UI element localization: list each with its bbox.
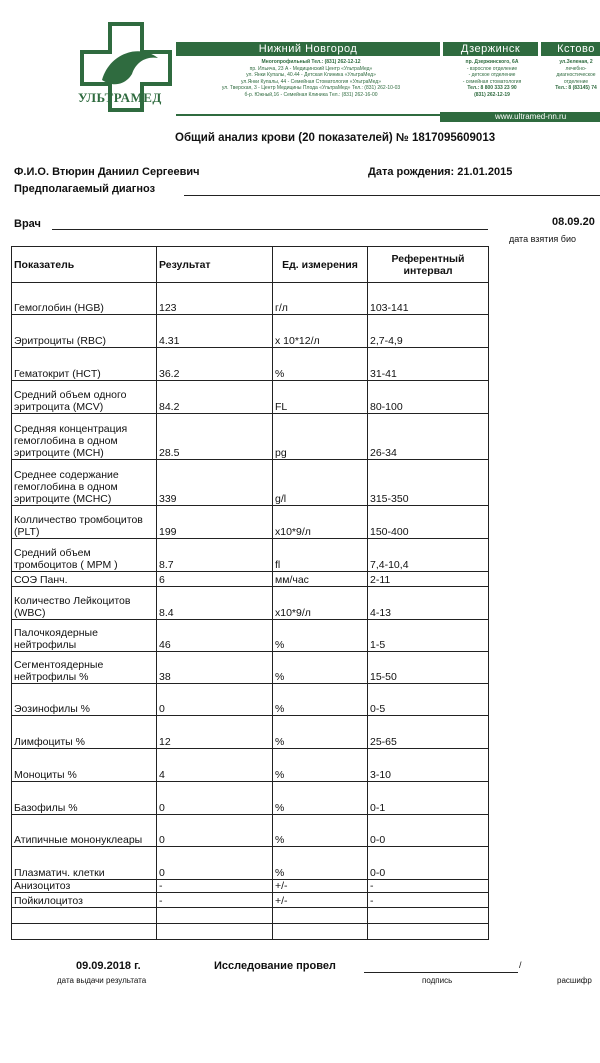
cell-result: 36.2	[157, 348, 273, 381]
cell-name: Средний объем одного эритроцита (MCV)	[12, 381, 157, 414]
cell-unit: %	[273, 782, 368, 815]
table-row	[12, 348, 489, 381]
signature-slash: /	[519, 960, 522, 970]
cell-name	[12, 908, 157, 924]
cell-name: Палочкоядерные нейтрофилы	[12, 620, 157, 652]
cell-result: 8.4	[157, 587, 273, 620]
cell-unit: мм/час	[273, 572, 368, 587]
address-line: ул. Тверская, 3 - Центр Медицины Плода «УльтраМед» Тел.: (831) 262-10-03	[221, 85, 401, 92]
cell-result: 84.2	[157, 381, 273, 414]
cell-unit: +/-	[273, 880, 368, 893]
cell-unit: %	[273, 815, 368, 847]
table-row	[12, 587, 489, 620]
cell-name: Эритроциты (RBC)	[12, 315, 157, 348]
header-indicator: Показатель	[12, 247, 157, 283]
cell-result: -	[157, 880, 273, 893]
cell-result: 12	[157, 716, 273, 749]
cell-result: 0	[157, 684, 273, 716]
header-divider	[176, 114, 440, 116]
table-row	[12, 893, 489, 908]
diagnosis-label: Предполагаемый диагноз	[14, 183, 156, 195]
table-row	[12, 414, 489, 460]
doctor-line	[52, 229, 488, 230]
cell-ref: 0-1	[368, 782, 489, 815]
cell-result: 123	[157, 283, 273, 315]
cell-ref: 315-350	[368, 460, 489, 506]
cell-unit: %	[273, 847, 368, 880]
cell-ref: 103-141	[368, 283, 489, 315]
issue-date-caption: дата выдачи результата	[57, 976, 147, 985]
cell-name: Гематокрит (HCT)	[12, 348, 157, 381]
table-row	[12, 815, 489, 847]
table-row	[12, 716, 489, 749]
cell-unit	[273, 908, 368, 924]
cell-unit	[273, 924, 368, 940]
address-line: Многопрофильный Тел.: (831) 262-12-12	[261, 59, 361, 65]
cell-name: Гемоглобин (HGB)	[12, 283, 157, 315]
cell-ref: -	[368, 880, 489, 893]
cell-ref: 0-0	[368, 847, 489, 880]
cell-result: 199	[157, 506, 273, 539]
website-bar: www.ultramed-nn.ru	[440, 112, 600, 122]
address-line: лечебно-	[565, 65, 587, 72]
cell-unit: %	[273, 684, 368, 716]
addresses-dzerzhinsk	[446, 59, 538, 99]
address-line: Тел.: 8 (83145) 74	[555, 85, 597, 92]
doctor-label: Врач	[14, 218, 41, 230]
results-table	[11, 246, 489, 940]
issue-date: 09.09.2018 г.	[76, 960, 141, 972]
address-line: пр. Ильича, 23 А - Медицинский Центр «УльтраМед»	[249, 65, 373, 72]
table-row	[12, 506, 489, 539]
cell-ref: 7,4-10,4	[368, 539, 489, 572]
table-row	[12, 539, 489, 572]
city-band-dzerzhinsk: Дзержинск	[443, 42, 538, 56]
address-line: ул.Янки Купалы, 44 - Семейная Стоматология «УльтраМед»	[241, 78, 381, 85]
table-row	[12, 847, 489, 880]
table-row	[12, 572, 489, 587]
brand-name: УЛЬТРАМЕД	[78, 90, 162, 105]
cell-unit: g/l	[273, 460, 368, 506]
cell-result: 0	[157, 815, 273, 847]
address-line: б-р. Южный,16 - Семейная Клиника Тел.: (831) 262-16-00	[244, 91, 378, 98]
table-row	[12, 315, 489, 348]
cell-result: -	[157, 893, 273, 908]
cell-name: Средняя концентрация гемоглобина в одном эритроците (MCH)	[12, 414, 157, 460]
cell-ref: 4-13	[368, 587, 489, 620]
cell-ref: 25-65	[368, 716, 489, 749]
address-line: Тел.: 8 800 333 23 90	[467, 85, 517, 92]
table-row	[12, 908, 489, 924]
decode-caption: расшифр	[557, 976, 592, 985]
cell-unit: x10*9/л	[273, 587, 368, 620]
cell-name: Атипичные мононуклеары	[12, 815, 157, 847]
cell-unit: fl	[273, 539, 368, 572]
header-result: Результат	[157, 247, 273, 283]
address-line: ул. Янки Купалы, 40.44 - Детская Клиника «УльтраМед»	[246, 72, 376, 79]
table-row	[12, 283, 489, 315]
cell-ref: 2-11	[368, 572, 489, 587]
cell-name: Моноциты %	[12, 749, 157, 782]
cell-ref: 0-0	[368, 815, 489, 847]
address-line: - семейная стоматология	[462, 78, 522, 85]
addresses-nizhny	[176, 59, 446, 99]
cell-result: 0	[157, 782, 273, 815]
document-title: Общий анализ крови (20 показателей) № 1817095609013	[175, 132, 496, 144]
table-row	[12, 381, 489, 414]
addresses-kstovo	[541, 59, 600, 92]
cell-ref: 15-50	[368, 652, 489, 684]
cell-name	[12, 924, 157, 940]
cell-unit: FL	[273, 381, 368, 414]
cell-ref: 0-5	[368, 684, 489, 716]
signature-caption: подпись	[422, 976, 453, 985]
cell-name: Пойкилоцитоз	[12, 893, 157, 908]
cell-ref: -	[368, 893, 489, 908]
cell-unit: %	[273, 716, 368, 749]
sample-date-caption: дата взятия био	[509, 234, 576, 244]
cell-result	[157, 924, 273, 940]
cell-unit: %	[273, 620, 368, 652]
header-reference: Референтный интервал	[368, 247, 489, 283]
sample-date: 08.09.20	[552, 216, 595, 228]
cell-ref: 1-5	[368, 620, 489, 652]
cell-unit: х 10*12/л	[273, 315, 368, 348]
cell-result: 6	[157, 572, 273, 587]
address-line: отделение	[563, 78, 589, 85]
table-row	[12, 652, 489, 684]
cell-unit: x10*9/л	[273, 506, 368, 539]
table-header-row	[12, 247, 489, 283]
cell-name: Плазматич. клетки	[12, 847, 157, 880]
cell-name: Сегментоядерные нейтрофилы %	[12, 652, 157, 684]
city-band-kstovo: Кстово	[541, 42, 600, 56]
cell-result: 0	[157, 847, 273, 880]
patient-name: Ф.И.О. Втюрин Даниил Сергеевич	[14, 166, 200, 178]
cell-unit: %	[273, 749, 368, 782]
cell-ref: 26-34	[368, 414, 489, 460]
cell-ref: 2,7-4,9	[368, 315, 489, 348]
cell-ref: 80-100	[368, 381, 489, 414]
cell-ref: 150-400	[368, 506, 489, 539]
table-row	[12, 924, 489, 940]
cell-result: 38	[157, 652, 273, 684]
cell-result: 4.31	[157, 315, 273, 348]
cell-unit: %	[273, 348, 368, 381]
address-line: пр. Дзержинского, 6А	[465, 59, 519, 65]
cell-result: 8.7	[157, 539, 273, 572]
cell-name: Средний объем тромбоцитов ( MPM )	[12, 539, 157, 572]
address-line: - взрослое отделение	[466, 65, 518, 72]
table-row	[12, 460, 489, 506]
cell-ref	[368, 908, 489, 924]
city-band-nizhny: Нижний Новгород	[176, 42, 440, 56]
cell-name: Лимфоциты %	[12, 716, 157, 749]
table-row	[12, 620, 489, 652]
address-line: ул.Зеленая, 2	[559, 59, 593, 65]
table-row	[12, 880, 489, 893]
address-line: диагностическое	[556, 72, 596, 79]
cell-name: СОЭ Панч.	[12, 572, 157, 587]
cell-name: Колличество тромбоцитов (PLT)	[12, 506, 157, 539]
signature-line	[364, 972, 518, 973]
table-row	[12, 782, 489, 815]
address-line: (831) 262-12-19	[474, 91, 510, 98]
table-row	[12, 749, 489, 782]
cell-result: 339	[157, 460, 273, 506]
cell-unit: +/-	[273, 893, 368, 908]
cell-ref: 3-10	[368, 749, 489, 782]
cell-unit: pg	[273, 414, 368, 460]
cell-unit: %	[273, 652, 368, 684]
cell-ref	[368, 924, 489, 940]
cell-name: Эозинофилы %	[12, 684, 157, 716]
cell-name: Среднее содержание гемоглобина в одном эритроците (MCHC)	[12, 460, 157, 506]
performed-by-label: Исследование провел	[214, 960, 336, 972]
cell-unit: г/л	[273, 283, 368, 315]
cell-name: Количество Лейкоцитов (WBC)	[12, 587, 157, 620]
cell-result: 4	[157, 749, 273, 782]
cell-result: 28.5	[157, 414, 273, 460]
cell-ref: 31-41	[368, 348, 489, 381]
cell-name: Анизоцитоз	[12, 880, 157, 893]
header-unit: Ед. измерения	[273, 247, 368, 283]
cell-name: Базофилы %	[12, 782, 157, 815]
table-row	[12, 684, 489, 716]
diagnosis-line	[184, 195, 600, 196]
date-of-birth: Дата рождения: 21.01.2015	[368, 166, 513, 178]
cell-result: 46	[157, 620, 273, 652]
address-line: - детское отделение	[468, 72, 516, 79]
cell-result	[157, 908, 273, 924]
